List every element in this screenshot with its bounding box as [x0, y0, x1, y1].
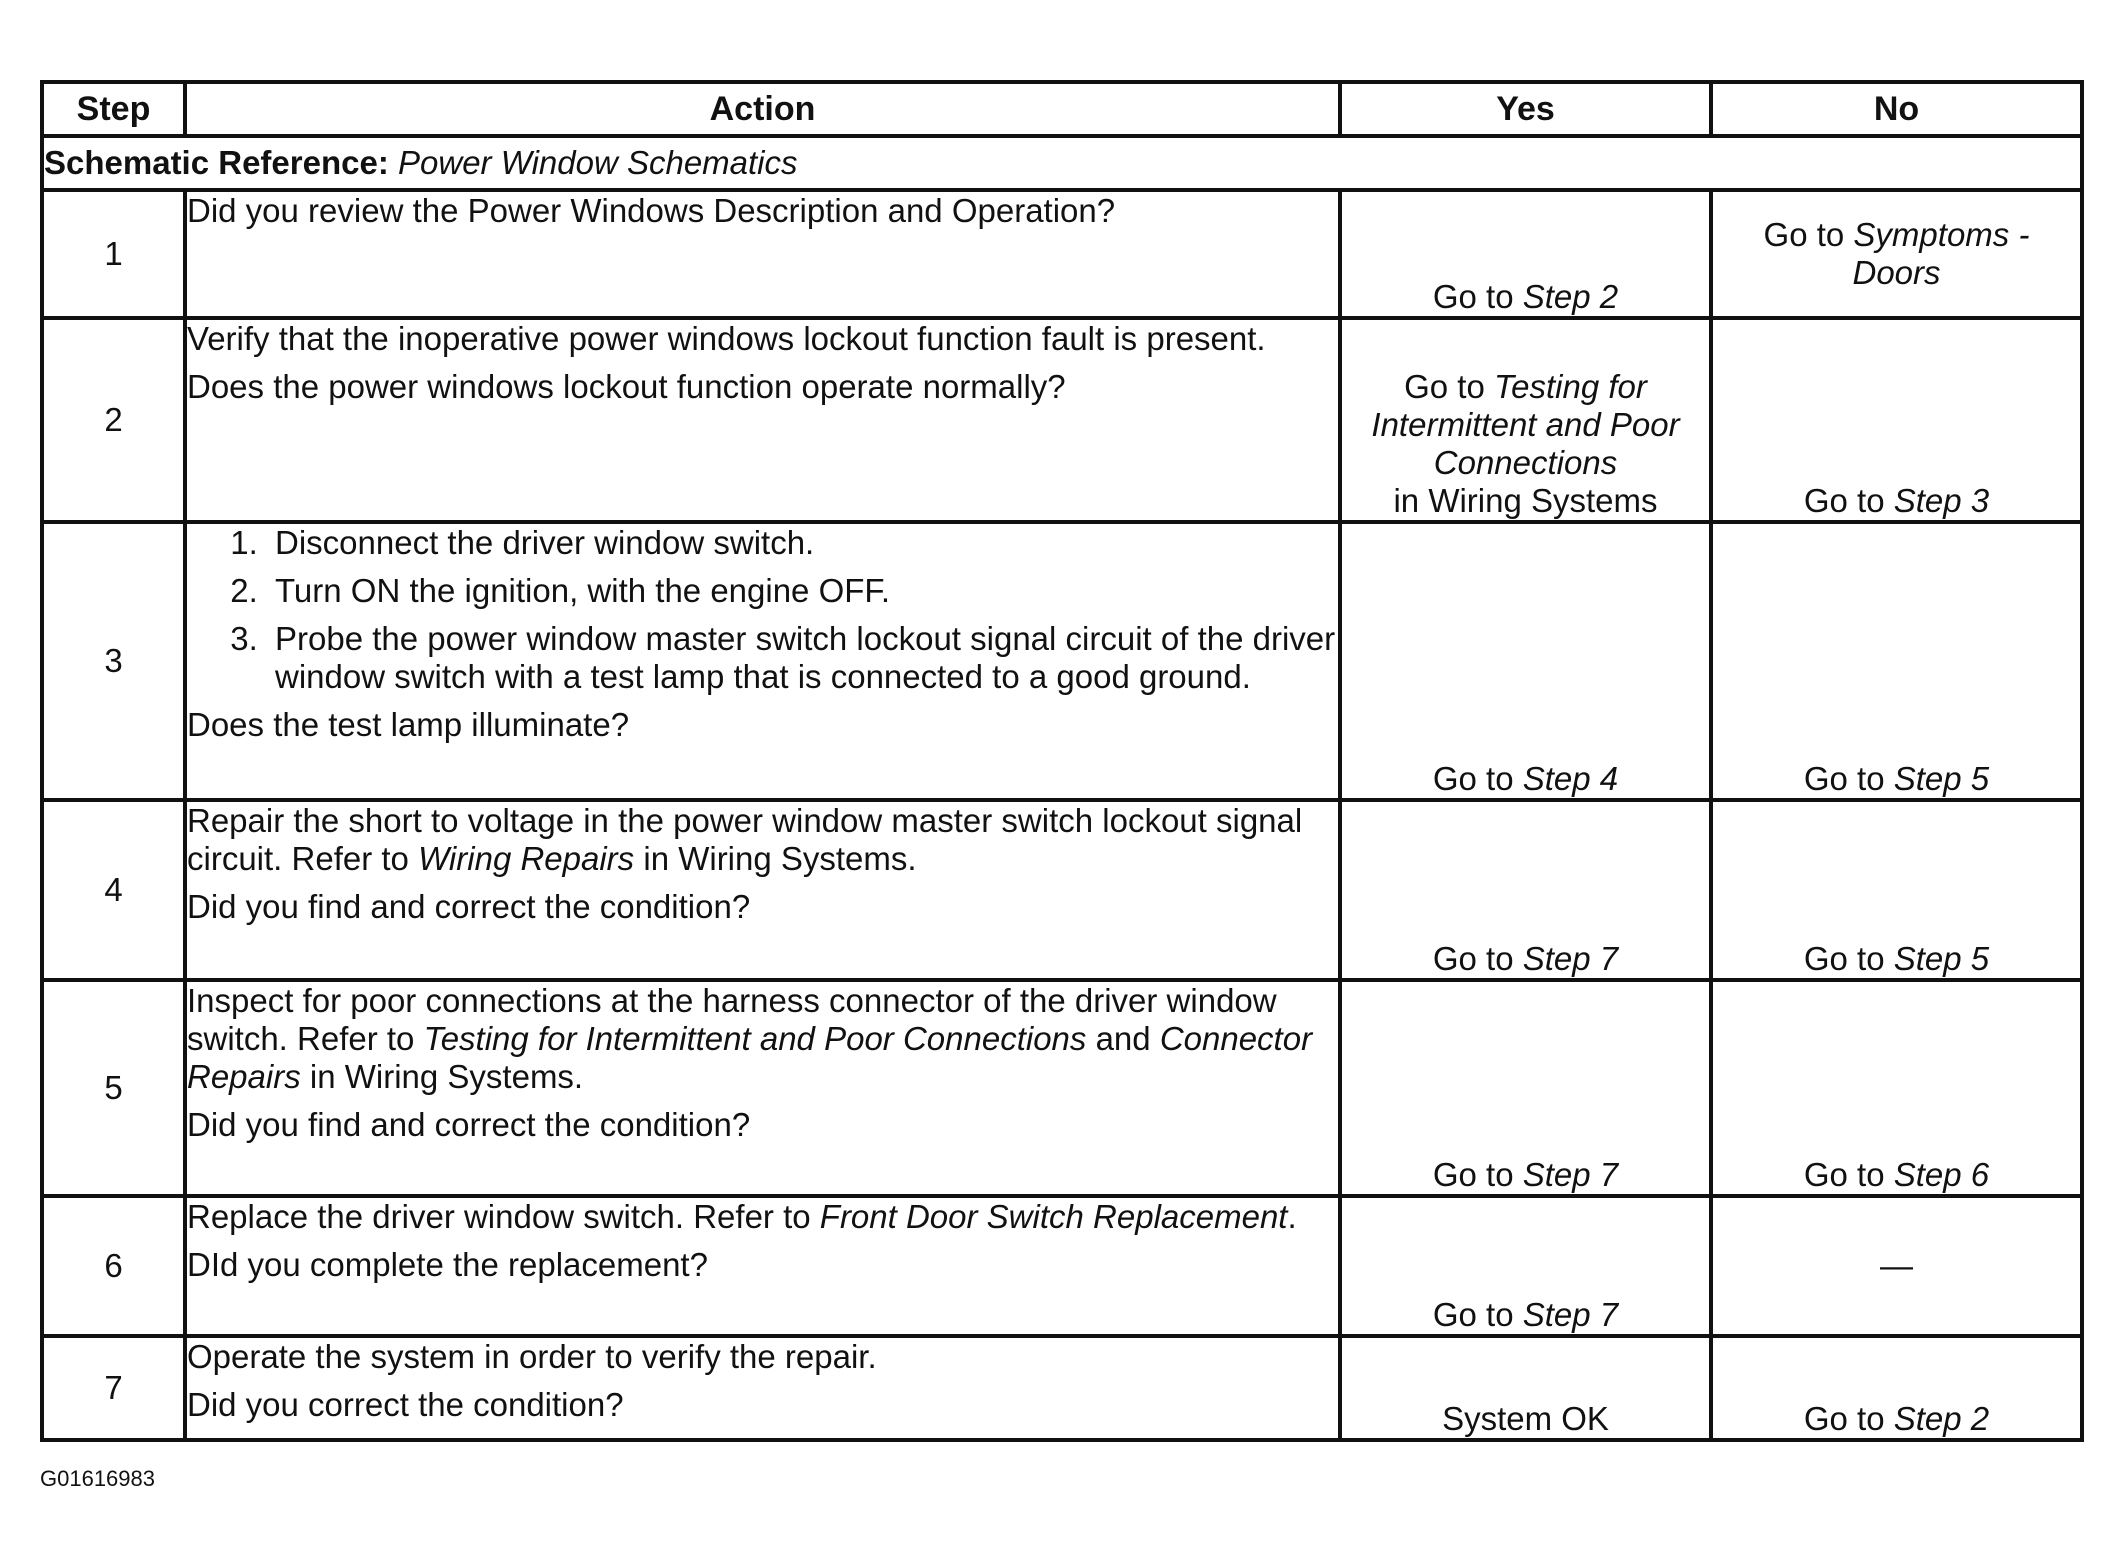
action-link[interactable]: Front Door Switch Replacement — [819, 1198, 1288, 1235]
yes-cell — [1340, 1196, 1711, 1336]
list-item: 1. Disconnect the driver window switch. — [267, 524, 1338, 562]
yes-cell — [1340, 1336, 1711, 1440]
yes-prefix: Go to — [1432, 760, 1523, 797]
table-row — [42, 1196, 2082, 1336]
step-number: 3 — [42, 522, 185, 800]
yes-link[interactable]: Step 4 — [1522, 760, 1619, 797]
action-link[interactable]: Testing for Intermittent and Poor Connections — [423, 1020, 1087, 1057]
action-link[interactable]: Wiring Repairs — [418, 840, 635, 877]
yes-link[interactable]: Step 7 — [1522, 940, 1619, 977]
no-prefix: Go to — [1763, 216, 1854, 253]
no-link[interactable]: Symptoms - Doors — [1852, 216, 2030, 291]
yes-text: System OK — [1442, 1400, 1609, 1437]
procedure-list — [187, 524, 1338, 696]
no-link[interactable]: Step 6 — [1893, 1156, 1990, 1193]
action-text-c: in Wiring Systems. — [300, 1058, 584, 1095]
action-text-b: and — [1086, 1020, 1160, 1057]
header-yes: Yes — [1340, 82, 1711, 136]
no-cell — [1711, 980, 2082, 1196]
no-dash: — — [1880, 1247, 1913, 1284]
step-number: 5 — [42, 980, 185, 1196]
no-cell — [1711, 1336, 2082, 1440]
action-text: Operate the system in order to verify the repair. — [187, 1338, 877, 1375]
yes-cell — [1340, 980, 1711, 1196]
action-text-a: Repair the short to voltage in the power window master switch lockout signal circuit. Refer to — [187, 802, 1303, 877]
yes-cell — [1340, 800, 1711, 980]
table-row — [42, 318, 2082, 522]
yes-prefix: Go to — [1432, 278, 1523, 315]
header-step: Step — [42, 82, 185, 136]
step-number: 4 — [42, 800, 185, 980]
diagnostic-table — [40, 80, 2084, 1442]
no-cell — [1711, 800, 2082, 980]
no-cell — [1711, 522, 2082, 800]
action-text — [187, 802, 1338, 878]
figure-id: G01616983 — [40, 1466, 155, 1491]
action-question: Does the test lamp illuminate? — [187, 706, 630, 743]
table-row — [42, 522, 2082, 800]
no-link[interactable]: Step 5 — [1893, 940, 1990, 977]
yes-cell — [1340, 318, 1711, 522]
action-cell — [185, 190, 1340, 318]
action-cell — [185, 1196, 1340, 1336]
step-number: 2 — [42, 318, 185, 522]
schematic-reference-label: Schematic Reference: — [44, 144, 389, 181]
yes-link[interactable]: Step 7 — [1522, 1296, 1619, 1333]
no-cell — [1711, 318, 2082, 522]
yes-suffix: in Wiring Systems — [1393, 482, 1658, 519]
no-cell — [1711, 1196, 2082, 1336]
no-prefix: Go to — [1803, 1156, 1894, 1193]
yes-link[interactable]: Step 7 — [1522, 1156, 1619, 1193]
action-cell — [185, 522, 1340, 800]
no-link[interactable]: Step 2 — [1893, 1400, 1990, 1437]
no-link[interactable]: Step 5 — [1893, 760, 1990, 797]
table-row — [42, 190, 2082, 318]
action-text-a: Inspect for poor connections at the harness connector of the driver window switch. Refer to — [187, 982, 1277, 1057]
no-prefix: Go to — [1803, 482, 1894, 519]
action-cell — [185, 980, 1340, 1196]
no-prefix: Go to — [1803, 940, 1894, 977]
schematic-reference — [42, 136, 2082, 190]
table-row — [42, 800, 2082, 980]
action-text — [187, 1198, 1338, 1236]
yes-prefix: Go to — [1432, 940, 1523, 977]
schematic-reference-row — [42, 136, 2082, 190]
yes-cell — [1340, 522, 1711, 800]
action-question: DId you complete the replacement? — [187, 1246, 708, 1283]
action-question: Did you correct the condition? — [187, 1386, 624, 1423]
action-question: Did you find and correct the condition? — [187, 1106, 751, 1143]
list-item: 3. Probe the power window master switch lockout signal circuit of the driver window switch with a test lamp that is connected to a good ground. — [267, 620, 1338, 696]
step-number: 6 — [42, 1196, 185, 1336]
yes-prefix: Go to — [1404, 368, 1494, 405]
yes-link[interactable]: Step 2 — [1522, 278, 1619, 315]
table-row — [42, 1336, 2082, 1440]
action-cell — [185, 800, 1340, 980]
action-question: Does the power windows lockout function operate normally? — [187, 368, 1066, 405]
yes-prefix: Go to — [1432, 1296, 1523, 1333]
header-action: Action — [185, 82, 1340, 136]
action-text-b: in Wiring Systems. — [634, 840, 917, 877]
list-item: 2. Turn ON the ignition, with the engine OFF. — [267, 572, 1338, 610]
action-text-b: . — [1287, 1198, 1297, 1235]
header-row — [42, 82, 2082, 136]
no-cell — [1711, 190, 2082, 318]
action-question: Did you review the Power Windows Description and Operation? — [187, 192, 1116, 229]
action-question: Did you find and correct the condition? — [187, 888, 751, 925]
step-number: 1 — [42, 190, 185, 318]
yes-prefix: Go to — [1432, 1156, 1523, 1193]
schematic-reference-link[interactable]: Power Window Schematics — [398, 144, 798, 181]
step-number: 7 — [42, 1336, 185, 1440]
no-prefix: Go to — [1803, 1400, 1894, 1437]
no-prefix: Go to — [1803, 760, 1894, 797]
table-row — [42, 980, 2082, 1196]
action-link[interactable]: Connector Repairs — [187, 1020, 1313, 1095]
header-no: No — [1711, 82, 2082, 136]
yes-link[interactable]: Testing for Intermittent and Poor Connections — [1371, 368, 1680, 481]
action-text-a: Replace the driver window switch. Refer to — [187, 1198, 820, 1235]
action-cell — [185, 1336, 1340, 1440]
action-text: Verify that the inoperative power windows lockout function fault is present. — [187, 320, 1266, 357]
action-cell — [185, 318, 1340, 522]
no-link[interactable]: Step 3 — [1893, 482, 1990, 519]
yes-cell — [1340, 190, 1711, 318]
action-text — [187, 982, 1338, 1096]
